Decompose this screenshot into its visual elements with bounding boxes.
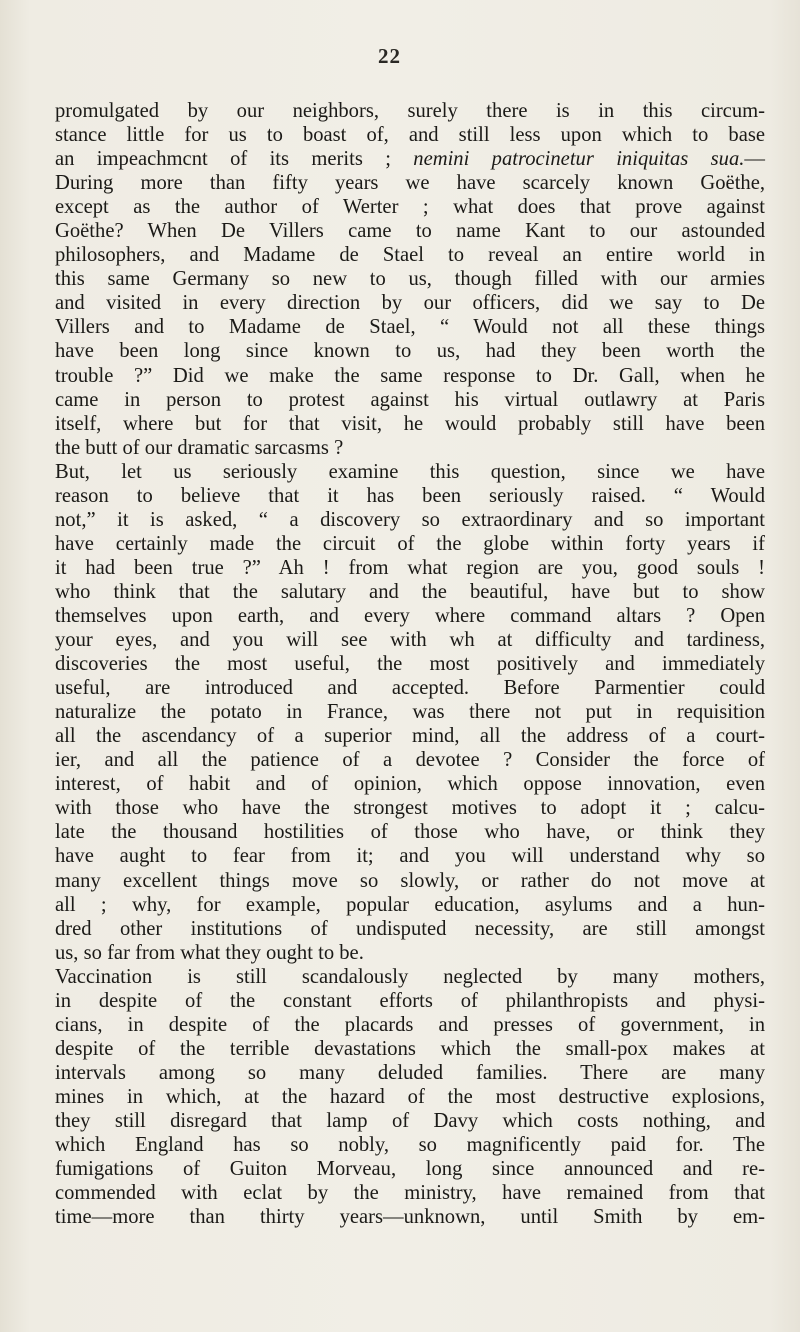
text-line: dred other institutions of undisputed necessity, are still amongst [55, 917, 765, 940]
text-line: ier, and all the patience of a devotee ? Consider the force of [55, 749, 765, 772]
text-line: not,” it is asked, “ a discovery so extraordinary and so important [55, 508, 765, 531]
text-line: time—more than thirty years—unknown, until Smith by em- [55, 1206, 765, 1229]
text-line: trouble ?” Did we make the same response to Dr. Gall, when he [55, 364, 765, 387]
text-line: reason to believe that it has been seriously raised. “ Would [55, 484, 765, 507]
text-line: in despite of the constant efforts of philanthropists and physi- [55, 989, 765, 1012]
text-line: But, let us seriously examine this question, since we have [55, 460, 765, 483]
text-line: mines in which, at the hazard of the most destructive explosions, [55, 1085, 765, 1108]
text-line: your eyes, and you will see with wh at difficulty and tardiness, [55, 629, 765, 652]
text-line: except as the author of Werter ; what does that prove against [55, 196, 765, 219]
text-line: late the thousand hostilities of those who have, or think they [55, 821, 765, 844]
text-line: despite of the terrible devastations which the small-pox makes at [55, 1037, 765, 1060]
text-line: Villers and to Madame de Stael, “ Would not all these things [55, 316, 765, 339]
latin-phrase: nemini patrocinetur iniquitas sua. [413, 148, 745, 171]
page-number: 22 [378, 44, 401, 68]
text-line: have been long since known to us, had they been worth the [55, 340, 765, 363]
text-line: interest, of habit and of opinion, which oppose innovation, even [55, 773, 765, 796]
text-line: intervals among so many deluded families. There are many [55, 1061, 765, 1084]
text-line [55, 147, 765, 171]
text-line: stance little for us to boast of, and still less upon which to base [55, 124, 765, 147]
text-line: have aught to fear from it; and you will understand why so [55, 845, 765, 868]
text-line: it had been true ?” Ah ! from what region are you, good souls ! [55, 556, 765, 579]
text-line: promulgated by our neighbors, surely there is in this circum- [55, 100, 765, 122]
text-line: with those who have the strongest motives to adopt it ; calcu- [55, 797, 765, 820]
text-line: discoveries the most useful, the most positively and immediately [55, 653, 765, 676]
text-line: Vaccination is still scandalously neglected by many mothers, [55, 965, 765, 988]
text-line: cians, in despite of the placards and presses of government, in [55, 1013, 765, 1036]
text-line: useful, are introduced and accepted. Before Parmentier could [55, 677, 765, 700]
text-line: commended with eclat by the ministry, have remained from that [55, 1182, 765, 1205]
text-line: naturalize the potato in France, was there not put in requisition [55, 701, 765, 724]
text-line: Goëthe? When De Villers came to name Kant to our astounded [55, 220, 765, 243]
body-text [55, 99, 765, 1229]
text-segment: an impeachmcnt of its merits ; [55, 148, 414, 171]
text-line: philosophers, and Madame de Stael to reveal an entire world in [55, 244, 765, 267]
text-line: who think that the salutary and the beautiful, have but to show [55, 580, 765, 603]
text-line: they still disregard that lamp of Davy which costs nothing, and [55, 1109, 765, 1132]
text-line: and visited in every direction by our officers, did we say to De [55, 292, 765, 315]
text-line: many excellent things move so slowly, or rather do not move at [55, 869, 765, 892]
text-line: themselves upon earth, and every where command altars ? Open [55, 604, 765, 627]
text-line: us, so far from what they ought to be. [55, 941, 364, 964]
text-line: this same Germany so new to us, though filled with our armies [55, 268, 765, 291]
text-line: all the ascendancy of a superior mind, all the address of a court- [55, 725, 765, 748]
text-line: came in person to protest against his virtual outlawry at Paris [55, 388, 765, 411]
text-segment: — [744, 148, 765, 171]
text-line: which England has so nobly, so magnificently paid for. The [55, 1134, 765, 1157]
text-line: the butt of our dramatic sarcasms ? [55, 436, 344, 459]
text-line: itself, where but for that visit, he would probably still have been [55, 412, 765, 435]
text-line: fumigations of Guiton Morveau, long since announced and re- [55, 1158, 765, 1181]
text-line: all ; why, for example, popular education, asylums and a hun- [55, 893, 765, 916]
text-line: During more than fifty years we have scarcely known Goëthe, [55, 172, 765, 195]
text-line: have certainly made the circuit of the globe within forty years if [55, 532, 765, 555]
